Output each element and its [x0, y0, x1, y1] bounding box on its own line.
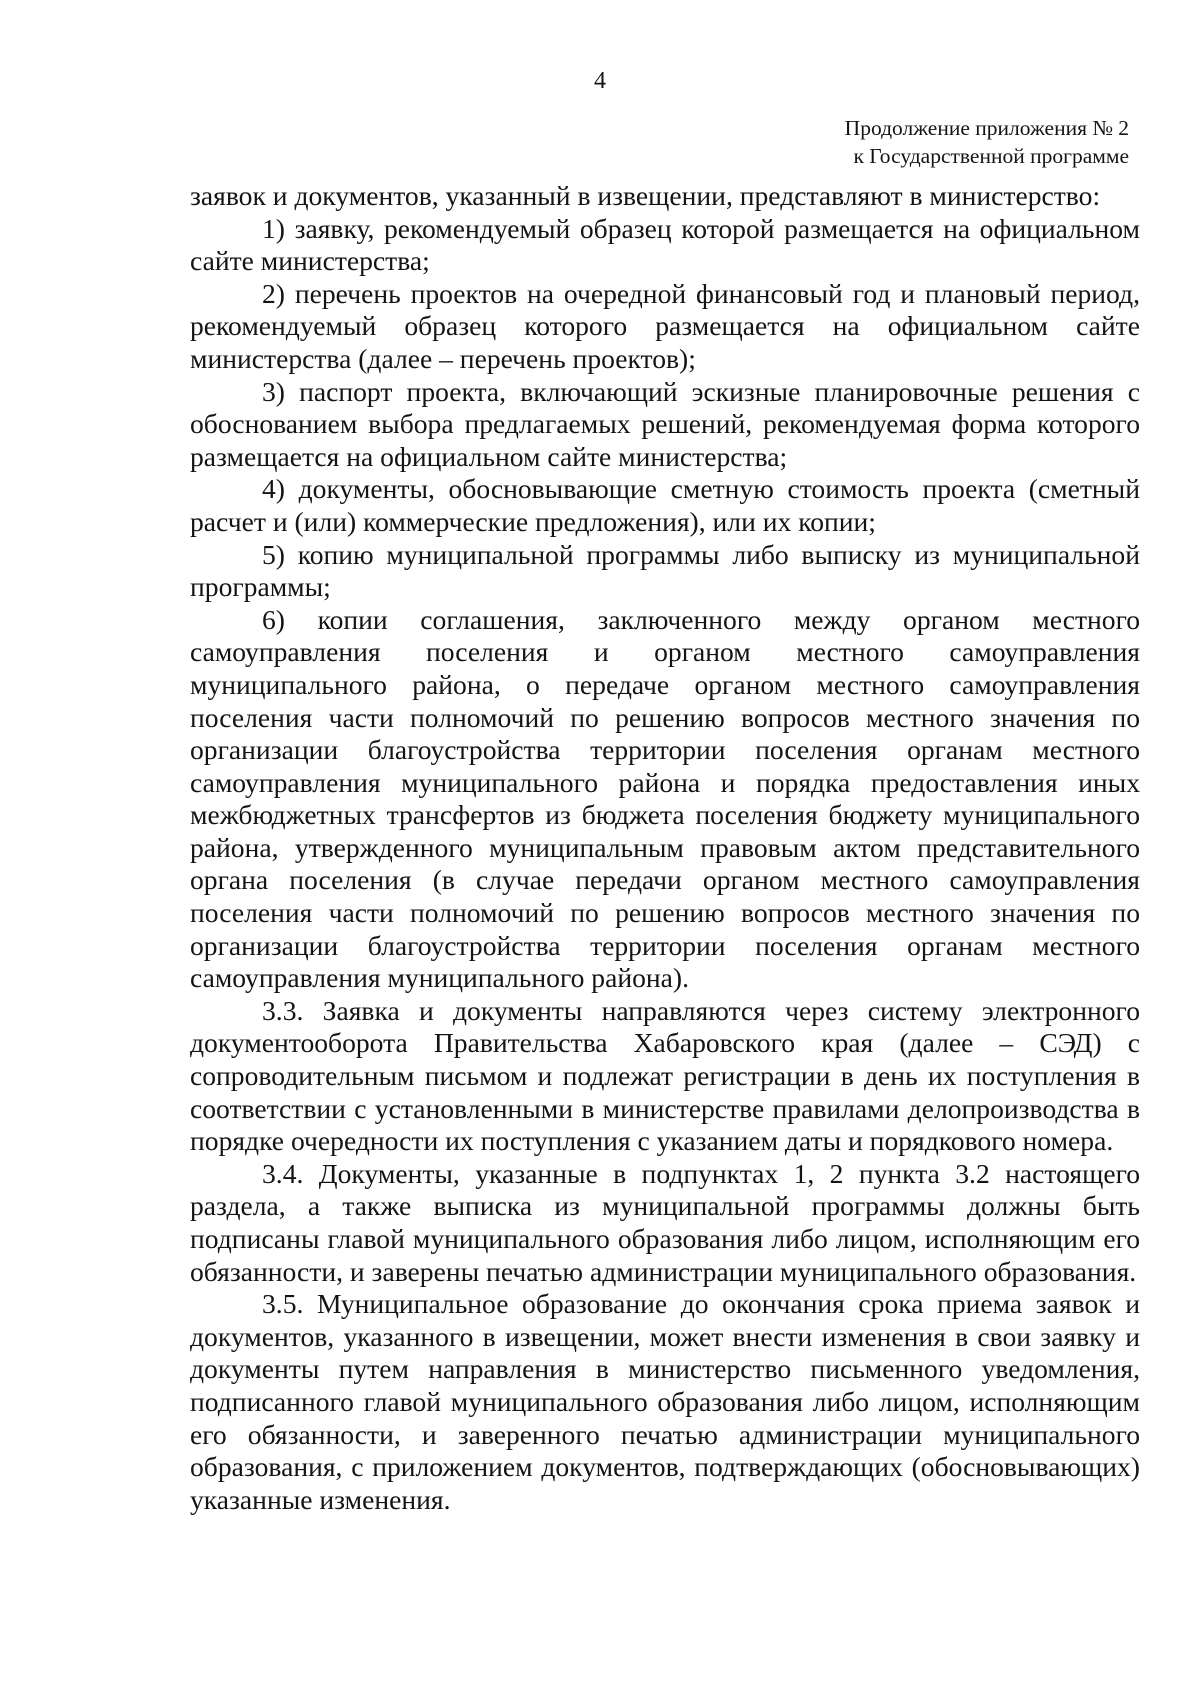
document-body	[190, 180, 1140, 1516]
list-item-4: 4) документы, обосновывающие сметную стоимость проекта (сметный расчет и (или) коммерческие предложения), или их копии;	[190, 473, 1140, 537]
paragraph-continuation: заявок и документов, указанный в извещении, представляют в министерство:	[190, 180, 1101, 211]
appendix-header	[845, 114, 1129, 170]
appendix-header-line: к Государственной программе	[853, 144, 1129, 168]
page-number: 4	[594, 68, 606, 94]
list-item-5: 5) копию муниципальной программы либо выписку из муниципальной программы;	[190, 538, 1140, 603]
clause-3-5: 3.5. Муниципальное образование до окончания срока приема заявок и документов, указанного в извещении, может внести изменения в свои заявку и документы путем направления в министерство письменного уведомления, подписанного главой муниципального образования либо лицом, исполняющим его обязанности, и заверенного печатью администрации муниципального образования, с приложением документов, подтверждающих (обосновывающих) указанные изменения.	[190, 1288, 1140, 1515]
list-item-6: 6) копии соглашения, заключенного между органом местного самоуправления поселения и органом местного самоуправления муниципального района, о передаче органом местного самоуправления поселения части полномочий по решению вопросов местного значения по организации благоустройства территории поселения органам местного самоуправления муниципального района и порядка предоставления иных межбюджетных трансфертов из бюджета поселения бюджету муниципального района, утвержденного муниципальным правовым актом представительного органа поселения (в случае передачи органом местного самоуправления поселения части полномочий по решению вопросов местного значения по организации благоустройства территории поселения органам местного самоуправления муниципального района).	[190, 603, 1140, 994]
clause-3-4: 3.4. Документы, указанные в подпунктах 1, 2 пункта 3.2 настоящего раздела, а также выписка из муниципальной программы должны быть подписаны главой муниципального образования либо лицом, исполняющим его обязанности, и заверены печатью администрации муниципального образования.	[190, 1157, 1140, 1287]
clause-3-3: 3.3. Заявка и документы направляются через систему электронного документооборота Правительства Хабаровского края (далее – СЭД) с сопроводительным письмом и подлежат регистрации в день их поступления в соответствии с установленными в министерстве правилами делопроизводства в порядке очередности их поступления с указанием даты и порядкового номера.	[190, 994, 1140, 1157]
list-item-3: 3) паспорт проекта, включающий эскизные планировочные решения с обоснованием выбора предлагаемых решений, рекомендуемая форма которого размещается на официальном сайте министерства;	[190, 375, 1140, 472]
appendix-header-line: Продолжение приложения № 2	[844, 116, 1129, 140]
list-item-1: 1) заявку, рекомендуемый образец которой размещается на официальном сайте министерства;	[190, 212, 1140, 277]
list-item-2: 2) перечень проектов на очередной финансовый год и плановый период, рекомендуемый образец которого размещается на официальном сайте министерства (далее – перечень проектов);	[190, 277, 1140, 374]
